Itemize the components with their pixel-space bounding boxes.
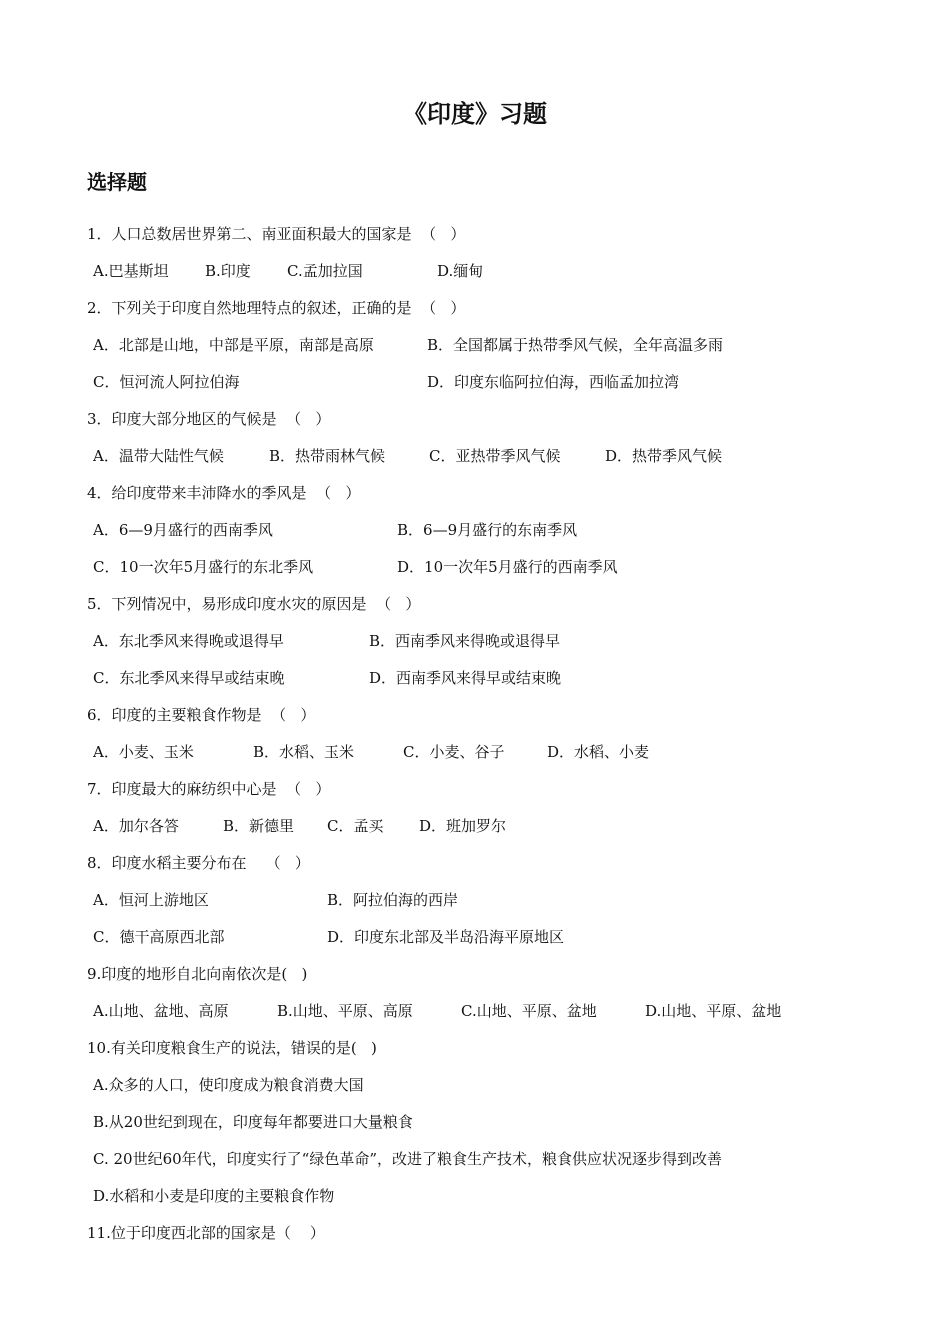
answer-option: D．印度东临阿拉伯海，西临孟加拉湾: [427, 373, 680, 391]
answer-option: D.水稻和小麦是印度的主要粮食作物: [93, 1187, 335, 1205]
option-row: [87, 924, 887, 961]
answer-option: B.从20世纪到现在，印度每年都要进口大量粮食: [93, 1113, 413, 1131]
question-list: [87, 221, 887, 1257]
answer-option: D．10一次年5月盛行的西南季风: [397, 558, 618, 576]
answer-option: B．水稻、玉米: [253, 743, 355, 761]
answer-option: A.众多的人口，使印度成为粮食消费大国: [93, 1076, 364, 1094]
question-stem: 10.有关印度粮食生产的说法，错误的是( ): [87, 1039, 377, 1057]
answer-option: B．新德里: [223, 817, 295, 835]
answer-option: B．热带雨林气候: [269, 447, 386, 465]
answer-option: C．小麦、谷子: [403, 743, 505, 761]
answer-option: C. 20世纪60年代，印度实行了“绿色革命”，改进了粮食生产技术，粮食供应状况逐步得到改善: [93, 1150, 722, 1168]
option-row: [87, 628, 887, 665]
question-stem: 6．印度的主要粮食作物是 （ ）: [87, 706, 316, 724]
question-stem: 4．给印度带来丰沛降水的季风是 （ ）: [87, 484, 361, 502]
answer-option: A．北部是山地，中部是平原，南部是高原: [93, 336, 374, 354]
option-row: [87, 813, 887, 850]
answer-option: A．小麦、玉米: [93, 743, 194, 761]
answer-option: D．西南季风来得早或结束晚: [369, 669, 562, 687]
answer-option: C．10一次年5月盛行的东北季风: [93, 558, 314, 576]
answer-option: C.山地、平原、盆地: [461, 1002, 597, 1020]
section-heading: 选择题: [87, 170, 147, 194]
answer-option: A.巴基斯坦: [93, 262, 169, 280]
answer-option: A.山地、盆地、高原: [93, 1002, 229, 1020]
answer-option: B.山地、平原、高原: [277, 1002, 413, 1020]
answer-option: D．热带季风气候: [605, 447, 723, 465]
question-stem: 7．印度最大的麻纺织中心是 （ ）: [87, 780, 331, 798]
answer-option: C．德干高原西北部: [93, 928, 225, 946]
answer-option: A．加尔各答: [93, 817, 179, 835]
answer-option: D.缅甸: [437, 262, 484, 280]
option-row: [87, 517, 887, 554]
answer-option: A．温带大陆性气候: [93, 447, 224, 465]
answer-option: C．亚热带季风气候: [429, 447, 561, 465]
answer-option: A．恒河上游地区: [93, 891, 209, 909]
option-row: [87, 369, 887, 406]
answer-option: D．班加罗尔: [419, 817, 507, 835]
answer-option: D.山地、平原、盆地: [645, 1002, 782, 1020]
document-title: 《印度》习题: [403, 100, 547, 128]
answer-option: A．东北季风来得晚或退得早: [93, 632, 284, 650]
option-row: [87, 1183, 887, 1220]
question-stem: 9.印度的地形自北向南依次是( ): [87, 965, 308, 983]
option-row: [87, 665, 887, 702]
option-row: [87, 332, 887, 369]
option-row: [87, 739, 887, 776]
option-row: [87, 1109, 887, 1146]
answer-option: B.印度: [205, 262, 251, 280]
option-row: [87, 998, 887, 1035]
question-stem: 2．下列关于印度自然地理特点的叙述，正确的是 （ ）: [87, 299, 466, 317]
question-stem: 1．人口总数居世界第二、南亚面积最大的国家是 （ ）: [87, 225, 466, 243]
option-row: [87, 554, 887, 591]
answer-option: B．阿拉伯海的西岸: [327, 891, 459, 909]
option-row: [87, 1072, 887, 1109]
answer-option: C.孟加拉国: [287, 262, 363, 280]
answer-option: C．孟买: [327, 817, 384, 835]
option-row: [87, 887, 887, 924]
question-stem: 8．印度水稻主要分布在 （ ）: [87, 854, 310, 872]
answer-option: B．全国都属于热带季风气候，全年高温多雨: [427, 336, 724, 354]
option-row: [87, 1146, 887, 1183]
answer-option: D．水稻、小麦: [547, 743, 650, 761]
option-row: [87, 443, 887, 480]
question-stem: 3．印度大部分地区的气候是 （ ）: [87, 410, 331, 428]
answer-option: B．西南季风来得晚或退得早: [369, 632, 561, 650]
answer-option: A．6—9月盛行的西南季风: [93, 521, 273, 539]
question-stem: 11.位于印度西北部的国家是（ ）: [87, 1224, 325, 1242]
question-stem: 5．下列情况中，易形成印度水灾的原因是 （ ）: [87, 595, 421, 613]
answer-option: C．东北季风来得早或结束晚: [93, 669, 285, 687]
answer-option: C．恒河流人阿拉伯海: [93, 373, 240, 391]
answer-option: B．6—9月盛行的东南季风: [397, 521, 578, 539]
option-row: [87, 258, 887, 295]
answer-option: D．印度东北部及半岛沿海平原地区: [327, 928, 565, 946]
